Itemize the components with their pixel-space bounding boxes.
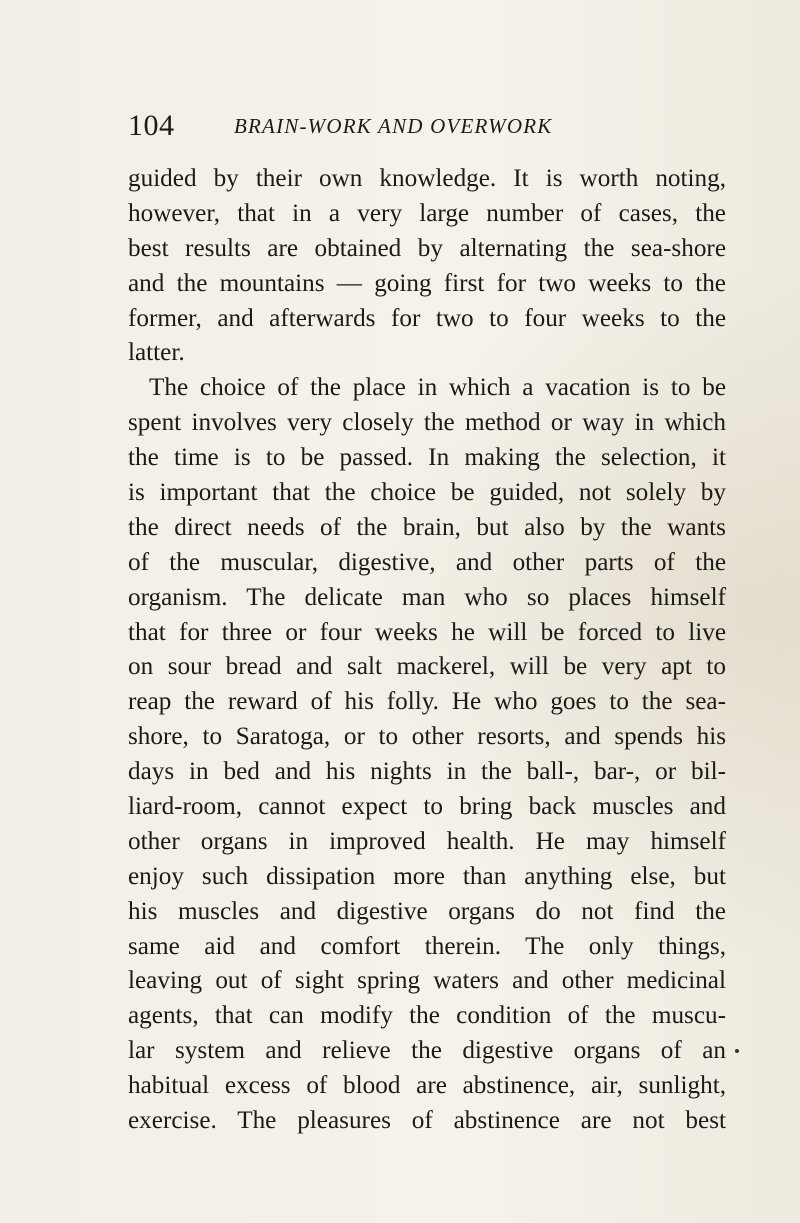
text-line: latter. xyxy=(128,339,185,367)
text-line: guided by their own knowledge. It is worth noting, xyxy=(128,165,726,192)
running-title: BRAIN-WORK AND OVERWORK xyxy=(234,114,553,138)
text-line: other organs in improved health. He may himself xyxy=(128,827,726,855)
text-line: leaving out of sight spring waters and other medicinal xyxy=(128,967,726,995)
page-number: 104 xyxy=(128,109,175,142)
text-line: organism. The delicate man who so places himself xyxy=(128,583,726,611)
text-line: on sour bread and salt mackerel, will be very apt to xyxy=(128,653,726,681)
text-line: that for three or four weeks he will be forced to live xyxy=(128,618,726,646)
text-line: agents, that can modify the condition of the muscu- xyxy=(128,1002,726,1030)
text-line: the time is to be passed. In making the selection, it xyxy=(128,444,726,472)
text-line: shore, to Saratoga, or to other resorts, and spends his xyxy=(128,723,726,751)
text-line: best results are obtained by alternating the sea-shore xyxy=(128,234,726,262)
text-line: reap the reward of his folly. He who goes to the sea- xyxy=(128,688,726,716)
body-text xyxy=(128,162,726,1139)
text-line: and the mountains — going first for two weeks to the xyxy=(128,269,726,297)
text-line: his muscles and digestive organs do not find the xyxy=(128,897,726,925)
text-line: lar system and relieve the digestive organs of an xyxy=(128,1037,726,1065)
running-head xyxy=(128,106,748,146)
text-line: days in bed and his nights in the ball-, bar-, or bil- xyxy=(128,758,726,786)
text-line: enjoy such dissipation more than anything else, but xyxy=(128,862,726,890)
text-line: The choice of the place in which a vacation is to be xyxy=(149,374,726,402)
text-line: is important that the choice be guided, not solely by xyxy=(128,479,726,507)
text-line: liard-room, cannot expect to bring back muscles and xyxy=(128,793,726,821)
text-line: of the muscular, digestive, and other parts of the xyxy=(128,548,726,576)
text-line: former, and afterwards for two to four weeks to the xyxy=(128,304,726,332)
text-line: spent involves very closely the method or way in which xyxy=(128,409,726,437)
text-line: same aid and comfort therein. The only things, xyxy=(128,932,726,960)
text-line: however, that in a very large number of cases, the xyxy=(128,199,726,227)
text-line: exercise. The pleasures of abstinence are not best xyxy=(128,1107,726,1135)
paper-speck xyxy=(735,1049,739,1053)
text-line: habitual excess of blood are abstinence, air, sunlight, xyxy=(128,1072,726,1100)
text-line: the direct needs of the brain, but also by the wants xyxy=(128,513,726,541)
